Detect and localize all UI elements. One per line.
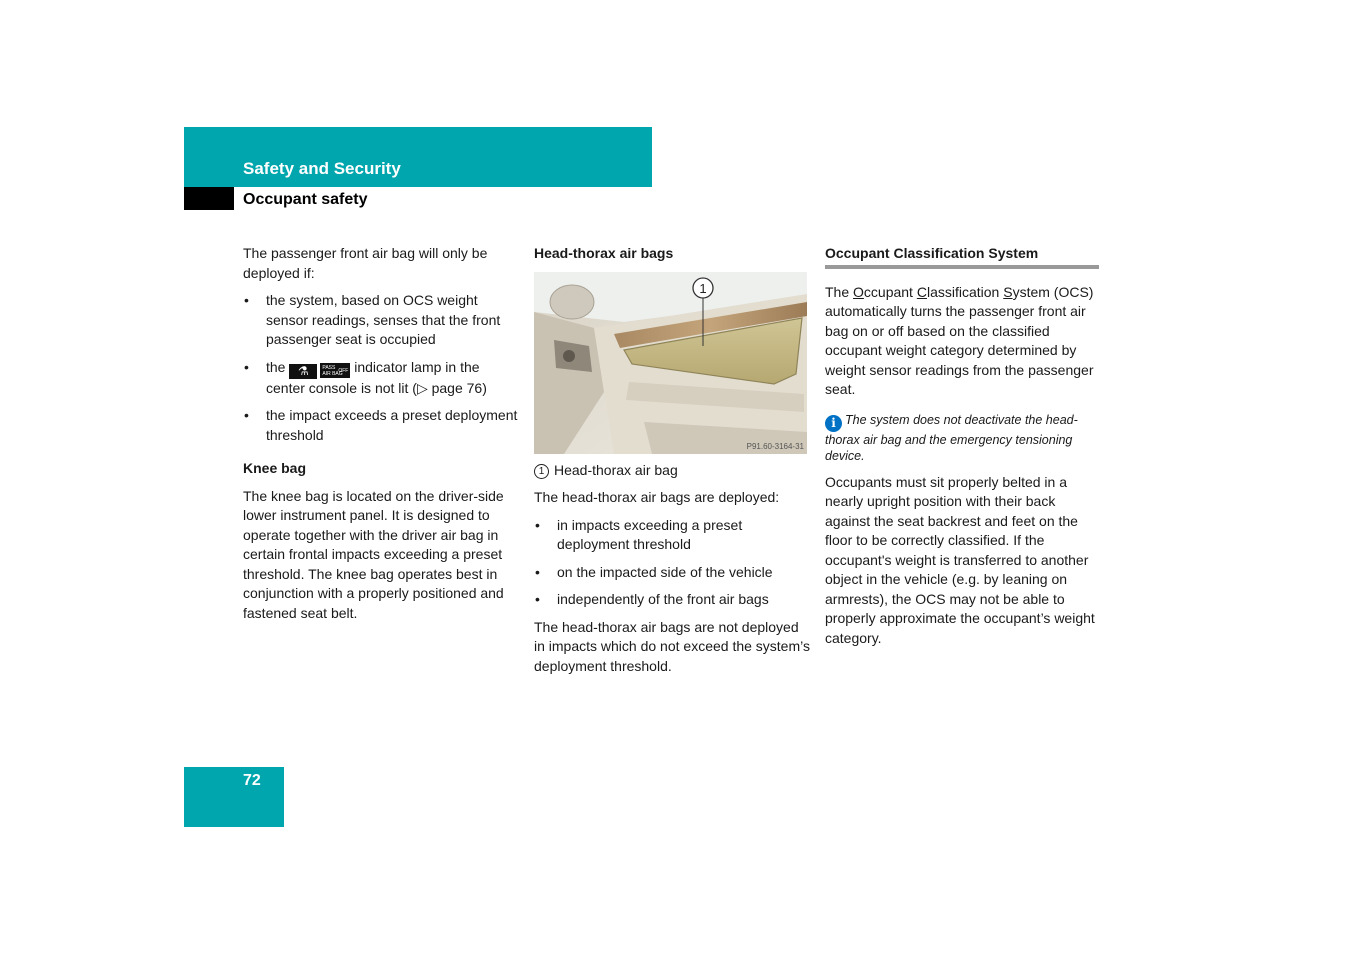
ocs-text-part: The [825,283,854,300]
figure-code: P91.60-3164-31 [746,441,804,451]
list-item-text: the impact exceeds a preset deployment threshold [266,407,518,443]
intro-paragraph: The passenger front air bag will only be deployed if: [243,245,488,281]
ocs-text-part: ystem (OCS) [1012,283,1094,300]
section-tab-marker [184,187,234,210]
column-left [243,244,519,631]
deploy-conditions-list [243,291,519,445]
knee-bag-heading: Knee bag [243,460,307,476]
page-number: 72 [243,772,261,789]
list-item [534,590,810,610]
indicator-pass-label: PASS [322,364,336,371]
indicator-off-label: OFF [338,367,349,374]
list-item-text: on the impacted side of the vehicle [557,563,773,580]
list-item-text-pre: the [266,358,286,375]
knee-bag-paragraph: The knee bag is located on the driver-side lower instrument panel. It is designed to operate together with the driver air bag in certain frontal impacts exceeding a preset threshold. The knee bag operates best in conjunction with a properly positioned and fastened seat belt. [243,487,504,621]
ocs-underlined-letter: O [853,283,864,300]
passenger-seat-icon: ⚗ [289,364,317,379]
occupants-paragraph: Occupants must sit properly belted in a nearly upright position with their back against the seat backrest and feet on the floor to be correctly classified. If the occupant's weight is transferred to another object in the vehicle (e.g. by leaning on armrests), the OCS may not be able to properly approximate the occupant’s weight category. [825,473,1095,646]
caption-text: Head-thorax air bag [554,461,678,478]
pass-air-bag-off-icon [320,363,350,378]
info-note-text: The system does not deactivate the head-thorax air bag and the emergency tensioning device. [825,412,1078,463]
head-thorax-heading: Head-thorax air bags [534,245,674,261]
list-item-text-post: indicator lamp in the center console is not lit (▷ page 76) [266,358,487,396]
ocs-heading: Occupant Classification System [825,244,1099,269]
caption-number-icon: 1 [534,464,549,479]
column-right [825,244,1099,656]
head-thorax-deploy-list [534,516,810,610]
list-item-text: the system, based on OCS weight sensor readings, senses that the front passenger seat is occupied [266,292,501,347]
info-note [825,412,1099,465]
ocs-underlined-letter: C [916,283,927,300]
ocs-text-part: automatically turns the passenger front air bag on or off based on the classified occupant weight category determined by weight sensor readings from the passenger seat. [825,303,1094,397]
deployed-intro: The head-thorax air bags are deployed: [534,489,780,505]
ocs-underlined-letter: S [1003,283,1013,300]
list-item [534,516,810,555]
list-item [534,563,810,583]
ocs-text-part: ccupant [863,283,917,300]
list-item [243,358,519,399]
list-item-text: in impacts exceeding a preset deployment threshold [557,516,743,552]
page-number-box [184,767,284,827]
door-panel-illustration [534,272,807,454]
door-airbag-figure [534,272,807,454]
subsection-title: Occupant safety [243,191,368,208]
ocs-text-part: lassification [926,283,1004,300]
list-item [243,291,519,350]
column-middle [534,244,810,684]
ocs-paragraph [825,283,1099,400]
figure-callout-1: 1 [699,280,707,296]
section-title: Safety and Security [243,159,401,178]
list-item [243,406,519,445]
figure-caption [534,461,810,481]
indicator-airbag-label: AIR BAG [322,370,343,377]
list-item-text: independently of the front air bags [557,591,769,607]
head-thorax-closing: The head-thorax air bags are not deployed in impacts which do not exceed the system’s deployment threshold. [534,618,810,674]
info-icon: i [825,415,842,432]
